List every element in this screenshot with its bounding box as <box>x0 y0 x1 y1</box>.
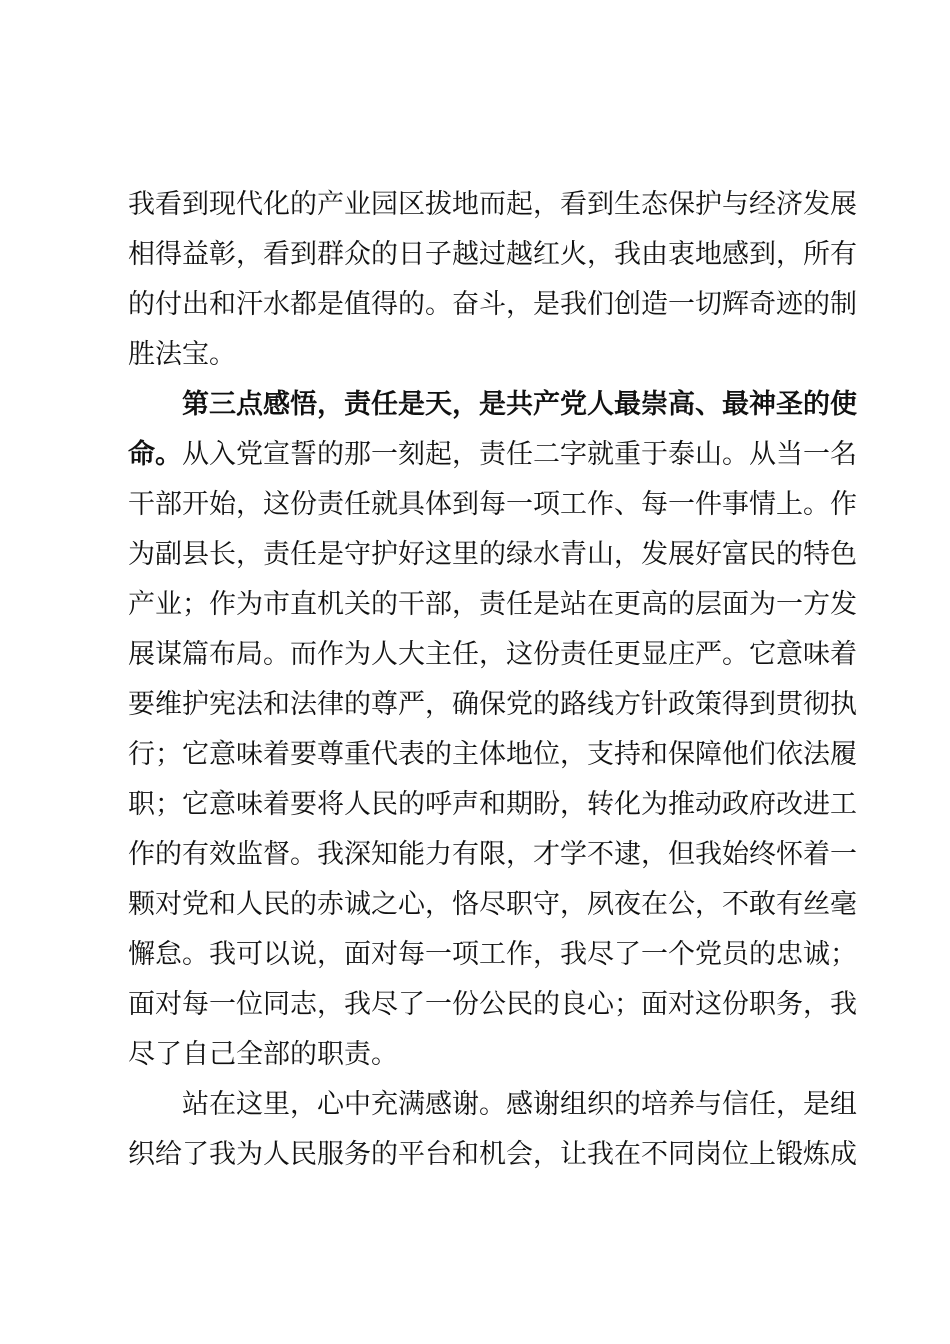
bold-heading-text: 命。 <box>128 439 182 470</box>
body-text: 要维护宪法和法律的尊严，确保党的路线方针政策得到贯彻执 <box>128 689 857 720</box>
text-line <box>128 186 857 236</box>
text-line <box>128 436 857 486</box>
body-text: 从入党宣誓的那一刻起，责任二字就重于泰山。从当一名 <box>182 439 857 470</box>
document-body <box>128 186 857 1186</box>
text-line <box>128 636 857 686</box>
body-text: 产业；作为市直机关的干部，责任是站在更高的层面为一方发 <box>128 589 857 620</box>
bold-heading-text: 第三点感悟，责任是天，是共产党人最崇高、最神圣的使 <box>182 389 857 420</box>
text-line <box>128 286 857 336</box>
text-line <box>128 736 857 786</box>
body-text: 行；它意味着要尊重代表的主体地位，支持和保障他们依法履 <box>128 739 857 770</box>
text-line <box>128 786 857 836</box>
body-text: 的付出和汗水都是值得的。奋斗，是我们创造一切辉奇迹的制 <box>128 289 857 320</box>
body-text: 颗对党和人民的赤诚之心，恪尽职守，夙夜在公，不敢有丝毫 <box>128 889 857 920</box>
text-line <box>128 336 831 386</box>
text-line <box>128 686 857 736</box>
body-text: 职；它意味着要将人民的呼声和期盼，转化为推动政府改进工 <box>128 789 857 820</box>
text-line <box>128 586 857 636</box>
text-line <box>128 986 857 1036</box>
text-line <box>128 1136 857 1186</box>
body-text: 站在这里，心中充满感谢。感谢组织的培养与信任，是组 <box>182 1089 857 1120</box>
text-line <box>128 386 857 436</box>
text-line <box>128 536 857 586</box>
body-text: 懈怠。我可以说，面对每一项工作，我尽了一个党员的忠诚； <box>128 939 857 970</box>
text-line <box>128 836 857 886</box>
text-line <box>128 1036 831 1086</box>
body-text: 织给了我为人民服务的平台和机会，让我在不同岗位上锻炼成 <box>128 1139 857 1170</box>
body-text: 为副县长，责任是守护好这里的绿水青山，发展好富民的特色 <box>128 539 857 570</box>
body-text: 面对每一位同志，我尽了一份公民的良心；面对这份职务，我 <box>128 989 857 1020</box>
body-text: 我看到现代化的产业园区拔地而起，看到生态保护与经济发展 <box>128 189 857 220</box>
body-text: 作的有效监督。我深知能力有限，才学不逮，但我始终怀着一 <box>128 839 857 870</box>
body-text: 展谋篇布局。而作为人大主任，这份责任更显庄严。它意味着 <box>128 639 857 670</box>
text-line <box>128 886 857 936</box>
text-line <box>128 936 857 986</box>
text-line <box>128 1086 857 1136</box>
text-line <box>128 486 857 536</box>
body-text: 胜法宝。 <box>128 339 236 370</box>
body-text: 相得益彰，看到群众的日子越过越红火，我由衷地感到，所有 <box>128 239 857 270</box>
body-text: 尽了自己全部的职责。 <box>128 1039 398 1070</box>
body-text: 干部开始，这份责任就具体到每一项工作、每一件事情上。作 <box>128 489 857 520</box>
text-line <box>128 236 857 286</box>
